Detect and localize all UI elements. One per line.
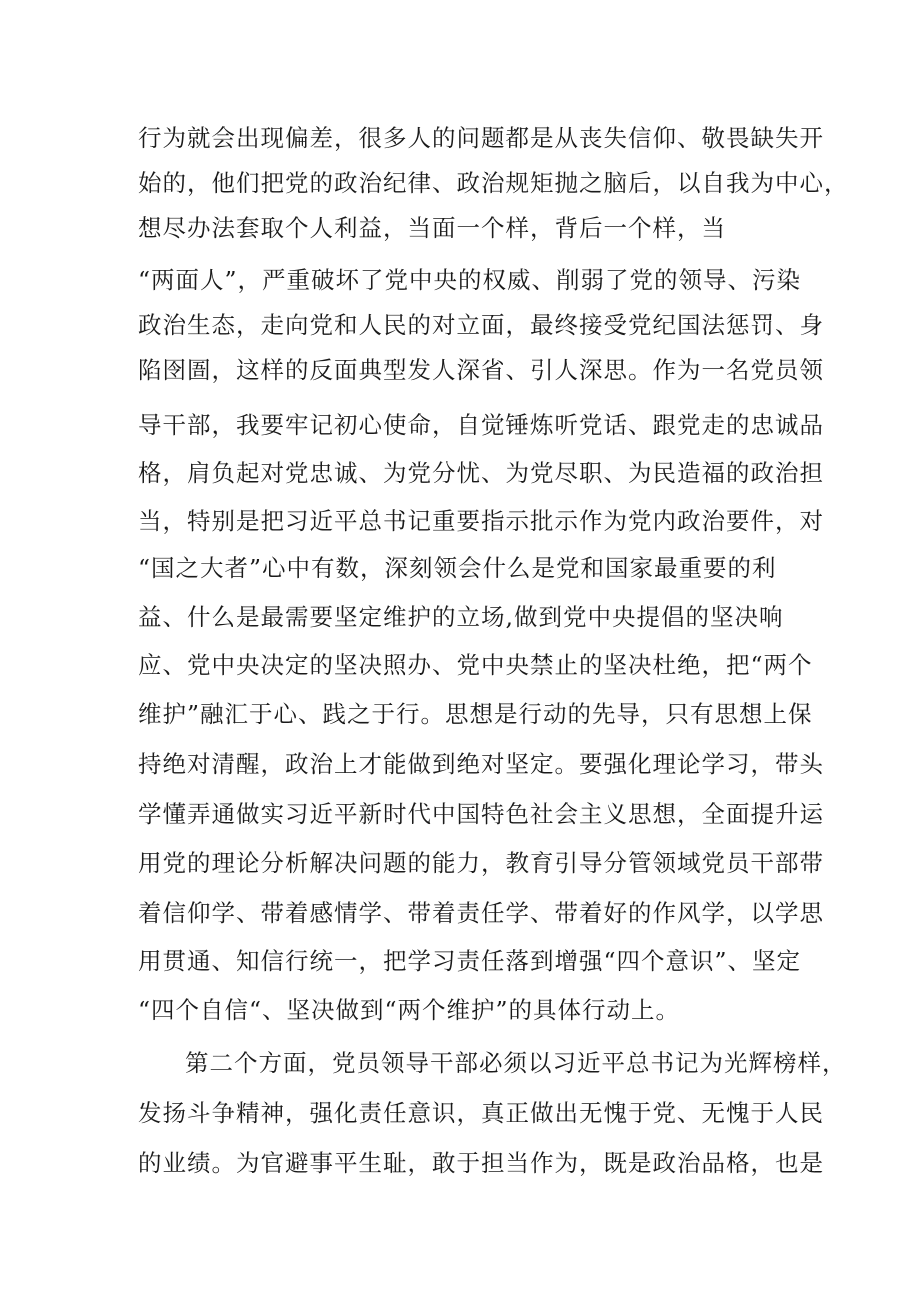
text-line-19: “四个自信“、坚决做到“两个维护”的具体行动上。 (138, 996, 681, 1024)
text-line-9: 当，特别是把习近平总书记重要指示批示作为党内政治要件，对 (138, 507, 824, 535)
text-line-7: 导干部，我要牢记初心使命，自觉锤炼听党话、跟党走的忠诚品 (138, 411, 824, 439)
text-line-13: 维护”融汇于心、践之于行。思想是行动的先导，只有思想上保 (138, 700, 813, 728)
text-line-15: 学懂弄通做实习近平新时代中国特色社会主义思想，全面提升运 (138, 800, 824, 828)
text-line-6: 陷囹圄，这样的反面典型发人深省、引人深思。作为一名党员领 (138, 356, 824, 384)
text-line-1: 行为就会出现偏差，很多人的问题都是从丧失信仰、敬畏缺失开 (138, 124, 824, 152)
paragraph-2-first-line: 第二个方面，党员领导干部必须以习近平总书记为光辉榜样， (185, 1049, 847, 1077)
text-line-14: 持绝对清醒，政治上才能做到绝对坚定。要强化理论学习，带头 (138, 750, 824, 778)
text-line-18: 用贯通、知信行统一，把学习责任落到增强“四个意识”、坚定 (138, 947, 802, 975)
text-line-8: 格，肩负起对党忠诚、为党分忧、为党尽职、为民造福的政治担 (138, 459, 824, 487)
text-line-16: 用党的理论分析解决问题的能力，教育引导分管领域党员干部带 (138, 849, 824, 877)
text-line-3: 想尽办法套取个人利益，当面一个样，背后一个样，当 (138, 214, 726, 242)
text-line-5: 政治生态，走向党和人民的对立面，最终接受党纪国法惩罚、身 (138, 311, 824, 339)
text-line-2: 始的，他们把党的政治纪律、政治规矩抛之脑后，以自我为中心， (138, 169, 849, 197)
text-line-10: “国之大者”心中有数，深刻领会什么是党和国家最重要的利 (138, 554, 777, 582)
text-line-17: 着信仰学、带着感情学、带着责任学、带着好的作风学，以学思 (138, 899, 824, 927)
text-line-22: 的业绩。为官避事平生耻，敢于担当作为，既是政治品格，也是 (138, 1149, 824, 1177)
text-line-21: 发扬斗争精神，强化责任意识，真正做出无愧于党、无愧于人民 (138, 1099, 824, 1127)
text-line-11: 益、什么是最需要坚定维护的立场,做到党中央提倡的坚决响 (138, 603, 784, 631)
text-line-4: “两面人”，严重破坏了党中央的权威、削弱了党的领导、污染 (138, 266, 802, 294)
text-line-12: 应、党中央决定的坚决照办、党中央禁止的坚决杜绝，把“两个 (138, 651, 813, 679)
